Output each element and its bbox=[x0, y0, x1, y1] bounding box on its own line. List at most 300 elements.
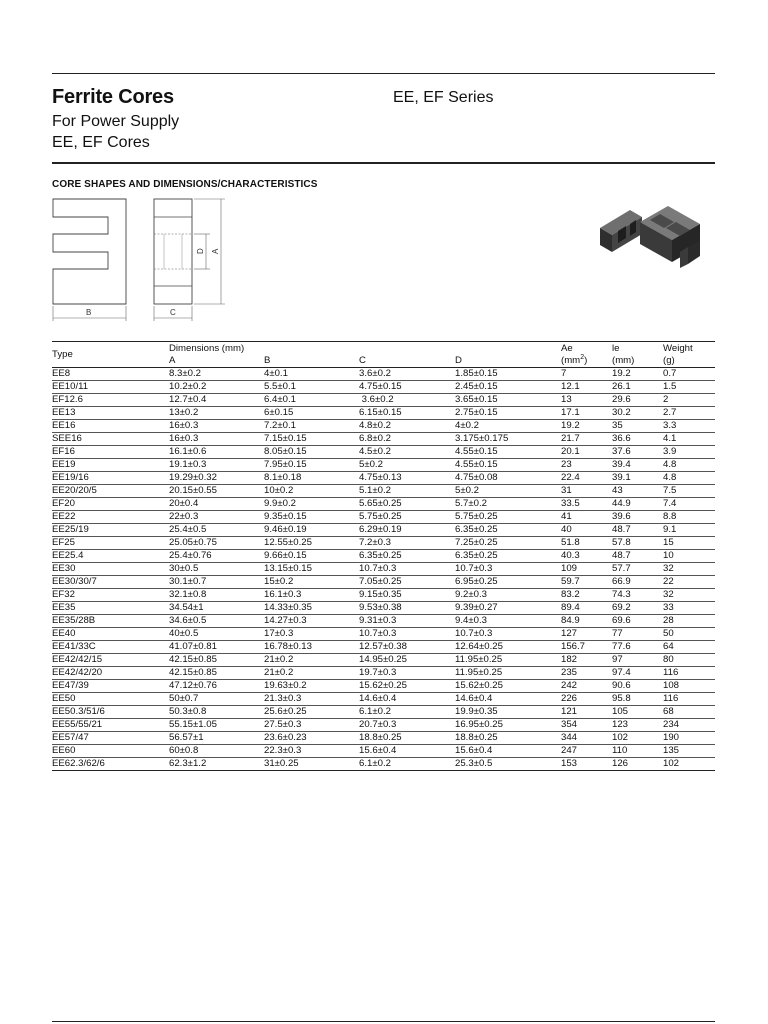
cell-weight: 2.7 bbox=[663, 407, 715, 420]
cell-le: 30.2 bbox=[612, 407, 663, 420]
section-title: CORE SHAPES AND DIMENSIONS/CHARACTERISTICS bbox=[52, 179, 318, 190]
cell-dim-d: 6.95±0.25 bbox=[455, 576, 561, 589]
cell-dim-d: 9.2±0.3 bbox=[455, 589, 561, 602]
cell-dim-d: 4.55±0.15 bbox=[455, 446, 561, 459]
cell-weight: 135 bbox=[663, 745, 715, 758]
cell-weight: 9.1 bbox=[663, 524, 715, 537]
cell-le: 43 bbox=[612, 485, 663, 498]
table-row bbox=[52, 537, 715, 550]
cell-type: EE62.3/62/6 bbox=[52, 758, 169, 771]
cell-type: EE40 bbox=[52, 628, 169, 641]
cell-le: 97.4 bbox=[612, 667, 663, 680]
cell-weight: 4.8 bbox=[663, 459, 715, 472]
cell-type: EE42/42/15 bbox=[52, 654, 169, 667]
header-ae-unit bbox=[561, 355, 612, 368]
bottom-rule bbox=[52, 1021, 715, 1022]
cell-type: EE13 bbox=[52, 407, 169, 420]
cell-weight: 10 bbox=[663, 550, 715, 563]
cell-dim-a: 30.1±0.7 bbox=[169, 576, 264, 589]
cell-dim-c: 14.95±0.25 bbox=[359, 654, 455, 667]
cell-dim-c: 14.6±0.4 bbox=[359, 693, 455, 706]
cell-dim-d: 11.95±0.25 bbox=[455, 667, 561, 680]
header-type: Type bbox=[52, 342, 169, 368]
cell-le: 39.6 bbox=[612, 511, 663, 524]
cell-weight: 33 bbox=[663, 602, 715, 615]
cell-le: 39.4 bbox=[612, 459, 663, 472]
table-header-row-1 bbox=[52, 342, 715, 356]
cell-type: EE25/19 bbox=[52, 524, 169, 537]
cell-dim-b: 16.1±0.3 bbox=[264, 589, 359, 602]
cell-weight: 190 bbox=[663, 732, 715, 745]
cell-dim-c: 9.15±0.35 bbox=[359, 589, 455, 602]
cell-dim-b: 6±0.15 bbox=[264, 407, 359, 420]
table-row bbox=[52, 511, 715, 524]
cell-dim-b: 21±0.2 bbox=[264, 654, 359, 667]
cell-dim-d: 3.65±0.15 bbox=[455, 394, 561, 407]
cell-weight: 7.4 bbox=[663, 498, 715, 511]
cell-dim-c: 5.65±0.25 bbox=[359, 498, 455, 511]
cell-dim-b: 9.9±0.2 bbox=[264, 498, 359, 511]
cell-dim-a: 50.3±0.8 bbox=[169, 706, 264, 719]
header-dimensions: Dimensions (mm) bbox=[169, 342, 561, 356]
cell-le: 57.8 bbox=[612, 537, 663, 550]
cell-dim-d: 4.55±0.15 bbox=[455, 459, 561, 472]
cell-dim-d: 25.3±0.5 bbox=[455, 758, 561, 771]
table-row bbox=[52, 485, 715, 498]
cell-type: EE19 bbox=[52, 459, 169, 472]
cell-weight: 15 bbox=[663, 537, 715, 550]
cell-dim-a: 20±0.4 bbox=[169, 498, 264, 511]
cell-type: EE22 bbox=[52, 511, 169, 524]
table-row bbox=[52, 654, 715, 667]
cell-dim-d: 15.62±0.25 bbox=[455, 680, 561, 693]
cell-dim-b: 7.95±0.15 bbox=[264, 459, 359, 472]
cell-dim-d: 14.6±0.4 bbox=[455, 693, 561, 706]
cell-weight: 116 bbox=[663, 667, 715, 680]
cell-weight: 28 bbox=[663, 615, 715, 628]
cell-weight: 32 bbox=[663, 589, 715, 602]
cell-dim-d: 7.25±0.25 bbox=[455, 537, 561, 550]
cell-le: 36.6 bbox=[612, 433, 663, 446]
cell-ae: 22.4 bbox=[561, 472, 612, 485]
cell-dim-c: 7.2±0.3 bbox=[359, 537, 455, 550]
cell-weight: 80 bbox=[663, 654, 715, 667]
cell-ae: 12.1 bbox=[561, 381, 612, 394]
cell-dim-c: 4.5±0.2 bbox=[359, 446, 455, 459]
cell-le: 105 bbox=[612, 706, 663, 719]
cell-le: 74.3 bbox=[612, 589, 663, 602]
e-core-side-view bbox=[154, 199, 192, 304]
cell-weight: 64 bbox=[663, 641, 715, 654]
cell-ae: 21.7 bbox=[561, 433, 612, 446]
cell-le: 48.7 bbox=[612, 524, 663, 537]
cell-dim-d: 2.45±0.15 bbox=[455, 381, 561, 394]
cell-weight: 50 bbox=[663, 628, 715, 641]
cell-dim-a: 62.3±1.2 bbox=[169, 758, 264, 771]
cell-type: EE30/30/7 bbox=[52, 576, 169, 589]
cell-ae: 41 bbox=[561, 511, 612, 524]
cell-dim-a: 13±0.2 bbox=[169, 407, 264, 420]
cell-weight: 1.5 bbox=[663, 381, 715, 394]
cell-dim-b: 23.6±0.23 bbox=[264, 732, 359, 745]
cell-dim-a: 32.1±0.8 bbox=[169, 589, 264, 602]
cell-dim-c: 5±0.2 bbox=[359, 459, 455, 472]
cell-dim-b: 5.5±0.1 bbox=[264, 381, 359, 394]
cell-type: EF12.6 bbox=[52, 394, 169, 407]
cell-weight: 7.5 bbox=[663, 485, 715, 498]
cell-dim-c: 10.7±0.3 bbox=[359, 563, 455, 576]
cell-dim-b: 19.63±0.2 bbox=[264, 680, 359, 693]
cell-ae: 40 bbox=[561, 524, 612, 537]
table-row bbox=[52, 563, 715, 576]
dim-label-d: D bbox=[196, 248, 205, 254]
table-row bbox=[52, 407, 715, 420]
cell-type: EE47/39 bbox=[52, 680, 169, 693]
cell-ae: 109 bbox=[561, 563, 612, 576]
cell-dim-b: 14.27±0.3 bbox=[264, 615, 359, 628]
table-row bbox=[52, 615, 715, 628]
cell-dim-a: 42.15±0.85 bbox=[169, 654, 264, 667]
table-body bbox=[52, 368, 715, 771]
cell-ae: 59.7 bbox=[561, 576, 612, 589]
cell-le: 69.2 bbox=[612, 602, 663, 615]
cell-weight: 116 bbox=[663, 693, 715, 706]
cell-dim-b: 14.33±0.35 bbox=[264, 602, 359, 615]
cell-ae: 247 bbox=[561, 745, 612, 758]
cell-dim-d: 3.175±0.175 bbox=[455, 433, 561, 446]
ae-unit-superscript: 2 bbox=[580, 353, 585, 361]
cell-type: EE10/11 bbox=[52, 381, 169, 394]
cell-weight: 3.3 bbox=[663, 420, 715, 433]
cell-dim-c: 10.7±0.3 bbox=[359, 628, 455, 641]
cell-dim-b: 31±0.25 bbox=[264, 758, 359, 771]
cell-type: EE50.3/51/6 bbox=[52, 706, 169, 719]
cell-dim-c: 15.6±0.4 bbox=[359, 745, 455, 758]
cell-type: EF16 bbox=[52, 446, 169, 459]
cell-dim-d: 4.75±0.08 bbox=[455, 472, 561, 485]
subtitle-power-supply: For Power Supply bbox=[52, 113, 180, 130]
table-row bbox=[52, 420, 715, 433]
cell-dim-c: 9.53±0.38 bbox=[359, 602, 455, 615]
subtitle-cores: EE, EF Cores bbox=[52, 134, 150, 151]
cell-weight: 32 bbox=[663, 563, 715, 576]
cell-dim-c: 3.6±0.2 bbox=[359, 394, 455, 407]
cell-dim-b: 12.55±0.25 bbox=[264, 537, 359, 550]
table-row bbox=[52, 446, 715, 459]
cell-dim-a: 22±0.3 bbox=[169, 511, 264, 524]
cell-ae: 127 bbox=[561, 628, 612, 641]
cell-dim-a: 19.1±0.3 bbox=[169, 459, 264, 472]
cell-dim-d: 4±0.2 bbox=[455, 420, 561, 433]
cell-le: 35 bbox=[612, 420, 663, 433]
cell-dim-c: 18.8±0.25 bbox=[359, 732, 455, 745]
cell-dim-b: 21±0.2 bbox=[264, 667, 359, 680]
cell-dim-b: 4±0.1 bbox=[264, 368, 359, 381]
cell-dim-d: 10.7±0.3 bbox=[455, 563, 561, 576]
cell-dim-c: 6.35±0.25 bbox=[359, 550, 455, 563]
header-d: D bbox=[455, 355, 561, 368]
cell-dim-d: 5.7±0.2 bbox=[455, 498, 561, 511]
cell-le: 29.6 bbox=[612, 394, 663, 407]
cell-le: 90.6 bbox=[612, 680, 663, 693]
cell-ae: 235 bbox=[561, 667, 612, 680]
cell-ae: 17.1 bbox=[561, 407, 612, 420]
table-row bbox=[52, 589, 715, 602]
header-weight: Weight bbox=[663, 342, 715, 356]
cell-ae: 83.2 bbox=[561, 589, 612, 602]
table-row bbox=[52, 602, 715, 615]
cell-le: 126 bbox=[612, 758, 663, 771]
cell-ae: 7 bbox=[561, 368, 612, 381]
cell-dim-a: 34.6±0.5 bbox=[169, 615, 264, 628]
cell-dim-b: 8.1±0.18 bbox=[264, 472, 359, 485]
table-row bbox=[52, 667, 715, 680]
dim-label-b: B bbox=[86, 308, 92, 317]
cell-type: EE20/20/5 bbox=[52, 485, 169, 498]
cell-weight: 234 bbox=[663, 719, 715, 732]
cell-dim-c: 19.7±0.3 bbox=[359, 667, 455, 680]
cell-dim-a: 50±0.7 bbox=[169, 693, 264, 706]
cell-type: EE30 bbox=[52, 563, 169, 576]
header-weight-unit: (g) bbox=[663, 355, 715, 368]
cell-dim-d: 6.35±0.25 bbox=[455, 550, 561, 563]
table-row bbox=[52, 680, 715, 693]
cell-dim-c: 6.1±0.2 bbox=[359, 758, 455, 771]
cell-weight: 102 bbox=[663, 758, 715, 771]
table-row bbox=[52, 381, 715, 394]
cell-ae: 121 bbox=[561, 706, 612, 719]
cell-weight: 2 bbox=[663, 394, 715, 407]
cell-type: EE16 bbox=[52, 420, 169, 433]
ae-unit-close: ) bbox=[584, 355, 588, 366]
cell-type: EE35 bbox=[52, 602, 169, 615]
cell-le: 123 bbox=[612, 719, 663, 732]
cell-dim-d: 9.39±0.27 bbox=[455, 602, 561, 615]
cell-dim-b: 7.2±0.1 bbox=[264, 420, 359, 433]
cell-ae: 51.8 bbox=[561, 537, 612, 550]
table-row bbox=[52, 368, 715, 381]
cell-dim-a: 41.07±0.81 bbox=[169, 641, 264, 654]
cell-le: 69.6 bbox=[612, 615, 663, 628]
cell-dim-c: 4.75±0.13 bbox=[359, 472, 455, 485]
cell-dim-b: 8.05±0.15 bbox=[264, 446, 359, 459]
cell-type: EE60 bbox=[52, 745, 169, 758]
cell-type: EF32 bbox=[52, 589, 169, 602]
cell-type: EE41/33C bbox=[52, 641, 169, 654]
cell-weight: 4.8 bbox=[663, 472, 715, 485]
cell-dim-c: 5.75±0.25 bbox=[359, 511, 455, 524]
cell-ae: 89.4 bbox=[561, 602, 612, 615]
header-c: C bbox=[359, 355, 455, 368]
cell-dim-b: 9.66±0.15 bbox=[264, 550, 359, 563]
table-row bbox=[52, 628, 715, 641]
cell-le: 77 bbox=[612, 628, 663, 641]
cell-dim-d: 16.95±0.25 bbox=[455, 719, 561, 732]
cell-dim-a: 56.57±1 bbox=[169, 732, 264, 745]
cell-dim-a: 42.15±0.85 bbox=[169, 667, 264, 680]
header-a: A bbox=[169, 355, 264, 368]
dim-label-c: C bbox=[170, 308, 176, 317]
cell-dim-b: 16.78±0.13 bbox=[264, 641, 359, 654]
cell-dim-d: 5±0.2 bbox=[455, 485, 561, 498]
cell-weight: 108 bbox=[663, 680, 715, 693]
header-b: B bbox=[264, 355, 359, 368]
cell-ae: 19.2 bbox=[561, 420, 612, 433]
cell-ae: 156.7 bbox=[561, 641, 612, 654]
cell-dim-d: 19.9±0.35 bbox=[455, 706, 561, 719]
table-row bbox=[52, 719, 715, 732]
cell-dim-b: 17±0.3 bbox=[264, 628, 359, 641]
cell-dim-a: 30±0.5 bbox=[169, 563, 264, 576]
table-row bbox=[52, 758, 715, 771]
cell-weight: 4.1 bbox=[663, 433, 715, 446]
cell-dim-b: 10±0.2 bbox=[264, 485, 359, 498]
table-row bbox=[52, 550, 715, 563]
cell-le: 26.1 bbox=[612, 381, 663, 394]
cell-le: 19.2 bbox=[612, 368, 663, 381]
cell-dim-d: 5.75±0.25 bbox=[455, 511, 561, 524]
cell-weight: 22 bbox=[663, 576, 715, 589]
table-row bbox=[52, 745, 715, 758]
series-label: EE, EF Series bbox=[393, 89, 494, 106]
cell-dim-d: 2.75±0.15 bbox=[455, 407, 561, 420]
cell-dim-a: 34.54±1 bbox=[169, 602, 264, 615]
cell-dim-c: 7.05±0.25 bbox=[359, 576, 455, 589]
cell-dim-d: 15.6±0.4 bbox=[455, 745, 561, 758]
cell-dim-a: 60±0.8 bbox=[169, 745, 264, 758]
cell-dim-c: 4.8±0.2 bbox=[359, 420, 455, 433]
cell-le: 102 bbox=[612, 732, 663, 745]
cell-dim-b: 7.15±0.15 bbox=[264, 433, 359, 446]
header-divider bbox=[52, 162, 715, 164]
cell-dim-a: 47.12±0.76 bbox=[169, 680, 264, 693]
table-row bbox=[52, 732, 715, 745]
cell-dim-a: 12.7±0.4 bbox=[169, 394, 264, 407]
cell-dim-b: 15±0.2 bbox=[264, 576, 359, 589]
cell-dim-c: 3.6±0.2 bbox=[359, 368, 455, 381]
cell-dim-a: 10.2±0.2 bbox=[169, 381, 264, 394]
cell-type: EE55/55/21 bbox=[52, 719, 169, 732]
cell-le: 44.9 bbox=[612, 498, 663, 511]
table-row bbox=[52, 524, 715, 537]
header-le-unit: (mm) bbox=[612, 355, 663, 368]
cell-dim-c: 4.75±0.15 bbox=[359, 381, 455, 394]
cell-dim-d: 10.7±0.3 bbox=[455, 628, 561, 641]
header-ae: Ae bbox=[561, 342, 612, 356]
table-row bbox=[52, 641, 715, 654]
cell-dim-b: 27.5±0.3 bbox=[264, 719, 359, 732]
cell-type: EF25 bbox=[52, 537, 169, 550]
cell-ae: 344 bbox=[561, 732, 612, 745]
header-le: le bbox=[612, 342, 663, 356]
cell-dim-a: 20.15±0.55 bbox=[169, 485, 264, 498]
ferrite-core-photo bbox=[596, 204, 708, 268]
cell-type: EE8 bbox=[52, 368, 169, 381]
core-shape-diagram bbox=[46, 194, 236, 324]
cell-dim-c: 6.29±0.19 bbox=[359, 524, 455, 537]
cell-ae: 242 bbox=[561, 680, 612, 693]
cell-dim-d: 6.35±0.25 bbox=[455, 524, 561, 537]
cell-ae: 40.3 bbox=[561, 550, 612, 563]
cell-weight: 0.7 bbox=[663, 368, 715, 381]
cell-type: EE25.4 bbox=[52, 550, 169, 563]
e-core-front-view bbox=[53, 199, 126, 304]
cell-dim-c: 15.62±0.25 bbox=[359, 680, 455, 693]
cell-dim-d: 9.4±0.3 bbox=[455, 615, 561, 628]
cell-dim-d: 18.8±0.25 bbox=[455, 732, 561, 745]
cell-dim-b: 9.35±0.15 bbox=[264, 511, 359, 524]
cell-dim-a: 40±0.5 bbox=[169, 628, 264, 641]
cell-dim-a: 16±0.3 bbox=[169, 420, 264, 433]
table-row bbox=[52, 472, 715, 485]
cell-dim-b: 13.15±0.15 bbox=[264, 563, 359, 576]
cell-type: EE42/42/20 bbox=[52, 667, 169, 680]
table-row bbox=[52, 459, 715, 472]
cell-dim-a: 16±0.3 bbox=[169, 433, 264, 446]
cell-dim-d: 1.85±0.15 bbox=[455, 368, 561, 381]
cell-dim-a: 19.29±0.32 bbox=[169, 472, 264, 485]
cell-le: 110 bbox=[612, 745, 663, 758]
cell-le: 57.7 bbox=[612, 563, 663, 576]
table-row bbox=[52, 706, 715, 719]
cell-le: 97 bbox=[612, 654, 663, 667]
cell-type: EE57/47 bbox=[52, 732, 169, 745]
cell-dim-c: 6.8±0.2 bbox=[359, 433, 455, 446]
cell-weight: 8.8 bbox=[663, 511, 715, 524]
cell-ae: 182 bbox=[561, 654, 612, 667]
cell-ae: 354 bbox=[561, 719, 612, 732]
core-dimensions-table bbox=[52, 341, 715, 771]
dim-label-a: A bbox=[211, 248, 220, 254]
cell-le: 66.9 bbox=[612, 576, 663, 589]
table-row bbox=[52, 693, 715, 706]
cell-dim-a: 25.4±0.76 bbox=[169, 550, 264, 563]
cell-dim-c: 12.57±0.38 bbox=[359, 641, 455, 654]
page-title: Ferrite Cores bbox=[52, 86, 174, 108]
cell-dim-c: 20.7±0.3 bbox=[359, 719, 455, 732]
cell-ae: 153 bbox=[561, 758, 612, 771]
cell-ae: 13 bbox=[561, 394, 612, 407]
cell-dim-b: 22.3±0.3 bbox=[264, 745, 359, 758]
cell-type: EE50 bbox=[52, 693, 169, 706]
cell-le: 95.8 bbox=[612, 693, 663, 706]
cell-dim-c: 9.31±0.3 bbox=[359, 615, 455, 628]
cell-dim-b: 9.46±0.19 bbox=[264, 524, 359, 537]
cell-ae: 23 bbox=[561, 459, 612, 472]
cell-weight: 3.9 bbox=[663, 446, 715, 459]
cell-type: EE19/16 bbox=[52, 472, 169, 485]
cell-dim-a: 16.1±0.6 bbox=[169, 446, 264, 459]
cell-dim-d: 12.64±0.25 bbox=[455, 641, 561, 654]
cell-dim-a: 55.15±1.05 bbox=[169, 719, 264, 732]
cell-le: 39.1 bbox=[612, 472, 663, 485]
top-rule bbox=[52, 73, 715, 74]
table-row bbox=[52, 576, 715, 589]
cell-dim-d: 11.95±0.25 bbox=[455, 654, 561, 667]
cell-dim-c: 6.15±0.15 bbox=[359, 407, 455, 420]
cell-dim-c: 6.1±0.2 bbox=[359, 706, 455, 719]
cell-dim-a: 8.3±0.2 bbox=[169, 368, 264, 381]
cell-type: SEE16 bbox=[52, 433, 169, 446]
cell-le: 77.6 bbox=[612, 641, 663, 654]
cell-weight: 68 bbox=[663, 706, 715, 719]
cell-ae: 33.5 bbox=[561, 498, 612, 511]
cell-type: EF20 bbox=[52, 498, 169, 511]
table-row bbox=[52, 394, 715, 407]
cell-dim-b: 25.6±0.25 bbox=[264, 706, 359, 719]
cell-dim-a: 25.4±0.5 bbox=[169, 524, 264, 537]
cell-le: 37.6 bbox=[612, 446, 663, 459]
